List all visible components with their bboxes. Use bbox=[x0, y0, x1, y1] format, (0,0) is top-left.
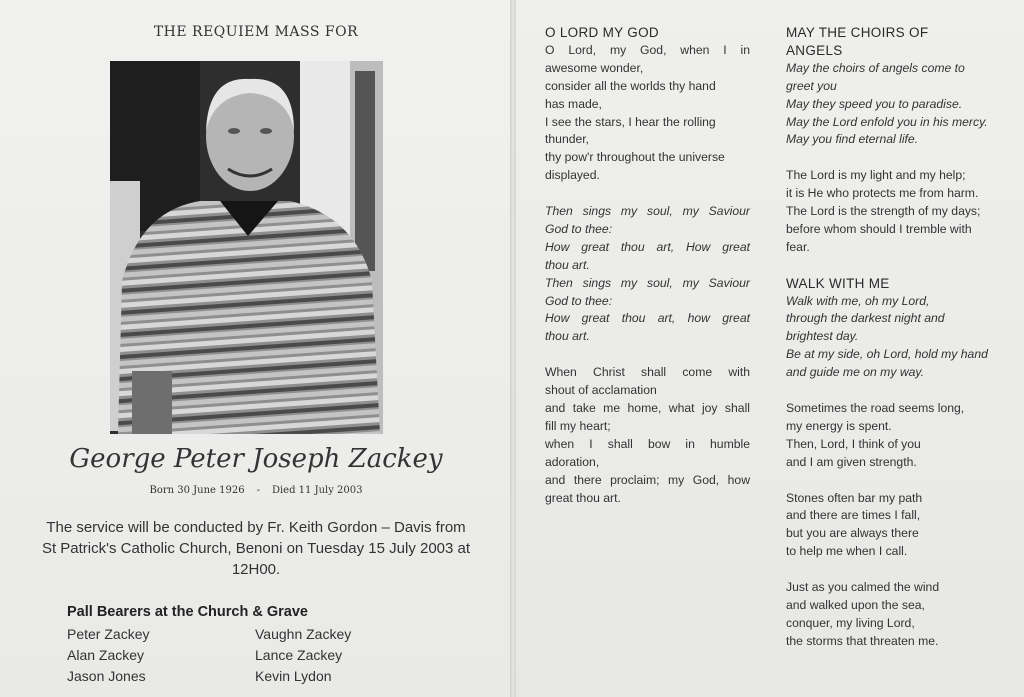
pall-bearer: Peter Zackey bbox=[67, 626, 150, 642]
verse-line: shout of acclamation bbox=[545, 383, 657, 398]
verse-line: O Lord, my God, when I in bbox=[545, 42, 750, 57]
verse-line: adoration, bbox=[545, 454, 600, 469]
verse-line: I see the stars, I hear the rolling bbox=[545, 114, 716, 129]
stanza-line: and I am given strength. bbox=[786, 454, 917, 469]
pall-bearers-list bbox=[67, 624, 397, 687]
verse-line: and take me home, what joy shall bbox=[545, 401, 750, 415]
verse-line: fill my heart; bbox=[545, 418, 611, 433]
stanza-line: and there are times I fall, bbox=[786, 508, 921, 523]
refrain-line: and guide me on my way. bbox=[786, 365, 924, 380]
verse-line: May the choirs of angels come to bbox=[786, 60, 965, 75]
verse-line: awesome wonder, bbox=[545, 60, 644, 75]
stanza-line: to help me when I call. bbox=[786, 544, 908, 559]
hymn-choirs-and-walk bbox=[786, 24, 1021, 651]
portrait-image bbox=[110, 61, 383, 434]
born-date: Born 30 June 1926 bbox=[149, 485, 245, 496]
hymn-refrain bbox=[786, 293, 1021, 383]
stanza-line: and walked upon the sea, bbox=[786, 597, 925, 612]
hymn-title: ANGELS bbox=[786, 42, 843, 58]
verse-line: greet you bbox=[786, 78, 837, 93]
refrain-line: Walk with me, oh my Lord, bbox=[786, 293, 930, 308]
hymn-title: MAY THE CHOIRS OF bbox=[786, 25, 929, 40]
stanza-line: Just as you calmed the wind bbox=[786, 580, 940, 595]
hymn-verse bbox=[545, 42, 750, 185]
verse-line: thy pow'r throughout the universe bbox=[545, 150, 725, 165]
refrain-line: Be at my side, oh Lord, hold my hand bbox=[786, 347, 988, 362]
verse-line: May they speed you to paradise. bbox=[786, 96, 963, 111]
pall-bearer: Vaughn Zackey bbox=[255, 626, 352, 642]
verse-line: thunder, bbox=[545, 132, 590, 147]
verse-line: displayed. bbox=[545, 168, 600, 183]
service-line: The service will be conducted by Fr. Keith Gordon – Davis from bbox=[46, 519, 466, 536]
psalm-line: it is He who protects me from harm. bbox=[786, 186, 979, 201]
chorus-line: God to thee: bbox=[545, 293, 613, 308]
verse-line: when I shall bow in humble bbox=[545, 436, 750, 451]
chorus-line: God to thee: bbox=[545, 221, 613, 236]
service-line: St Patrick's Catholic Church, Benoni on Tuesday 15 July 2003 at bbox=[41, 540, 471, 557]
chorus-line: How great thou art, how great bbox=[545, 311, 750, 326]
pall-bearer: Jason Jones bbox=[67, 668, 146, 684]
stanza-line: but you are always there bbox=[786, 526, 919, 541]
psalm-text bbox=[786, 167, 1021, 257]
psalm-line: The Lord is the strength of my days; bbox=[786, 204, 981, 219]
page-fold bbox=[510, 0, 516, 697]
hymn-o-lord-my-god bbox=[545, 24, 750, 507]
service-details bbox=[18, 517, 494, 580]
verse-line: consider all the worlds thy hand bbox=[545, 78, 716, 93]
refrain-line: brightest day. bbox=[786, 329, 859, 344]
requiem-header: THE REQUIEM MASS FOR bbox=[153, 24, 359, 40]
portrait-photo bbox=[110, 61, 383, 434]
hymn-chorus bbox=[545, 203, 750, 346]
pall-bearer: Lance Zackey bbox=[255, 647, 343, 663]
stanza-line: Then, Lord, I think of you bbox=[786, 436, 921, 451]
hymn-verse bbox=[786, 60, 1021, 150]
date-separator: - bbox=[256, 485, 260, 496]
stanza-line: Sometimes the road seems long, bbox=[786, 400, 965, 415]
chorus-line: thou art. bbox=[545, 257, 590, 272]
chorus-line: How great thou art, How great bbox=[545, 239, 750, 254]
hymn-title: O LORD MY GOD bbox=[545, 25, 659, 40]
stanza-line: Stones often bar my path bbox=[786, 490, 923, 505]
verse-line: and there proclaim; my God, how bbox=[545, 472, 750, 487]
stanza-line: conquer, my living Lord, bbox=[786, 615, 915, 630]
stanza-line: the storms that threaten me. bbox=[786, 633, 939, 648]
life-dates bbox=[0, 485, 512, 496]
stanza-line: my energy is spent. bbox=[786, 418, 892, 433]
verse-line: May you find eternal life. bbox=[786, 132, 919, 147]
pall-bearer: Alan Zackey bbox=[67, 647, 145, 663]
verse-line: When Christ shall come with bbox=[545, 365, 750, 380]
hymn-stanza bbox=[786, 490, 1021, 562]
verse-line: great thou art. bbox=[545, 490, 621, 505]
chorus-line: Then sings my soul, my Saviour bbox=[545, 204, 750, 219]
hymn-verse bbox=[545, 364, 750, 507]
verse-line: has made, bbox=[545, 96, 602, 111]
died-date: Died 11 July 2003 bbox=[271, 485, 363, 496]
deceased-name: George Peter Joseph Zackey bbox=[69, 444, 443, 474]
refrain-line: through the darkest night and bbox=[786, 311, 945, 326]
chorus-line: thou art. bbox=[545, 329, 590, 344]
psalm-line: The Lord is my light and my help; bbox=[786, 168, 966, 183]
pall-bearers-title: Pall Bearers at the Church & Grave bbox=[67, 604, 308, 620]
hymn-stanza bbox=[786, 579, 1021, 651]
verse-line: May the Lord enfold you in his mercy. bbox=[786, 114, 988, 129]
pall-bearer: Kevin Lydon bbox=[255, 668, 332, 684]
chorus-line: Then sings my soul, my Saviour bbox=[545, 275, 750, 290]
service-line: 12H00. bbox=[231, 561, 281, 578]
psalm-line: before whom should I tremble with bbox=[786, 221, 972, 236]
hymn-stanza bbox=[786, 400, 1021, 472]
hymn-title: WALK WITH ME bbox=[786, 275, 890, 291]
psalm-line: fear. bbox=[786, 239, 810, 254]
